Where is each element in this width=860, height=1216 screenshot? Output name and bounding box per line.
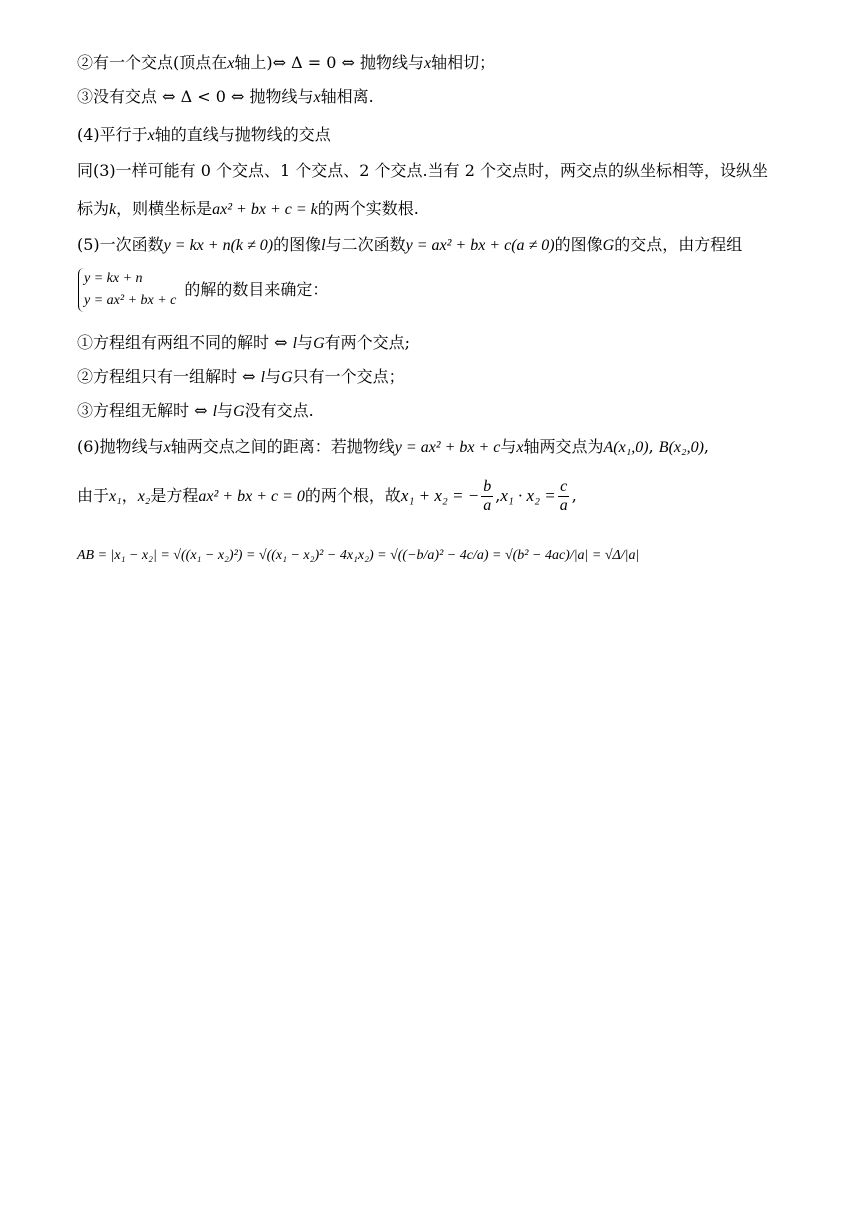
text: 轴的直线与抛物线的交点 — [154, 125, 331, 144]
text: 的交点，由方程组 — [614, 235, 743, 254]
distance-formula-text: AB = |x₁ − x₂| = √((x₁ − x₂)²) = √((x₁ − x₂)² − 4x₁x₂) = √((−b/a)² − 4c/a) = √(b² − 4ac)/|a| = √Δ/|a| — [77, 548, 640, 563]
text: 轴相离. — [320, 87, 374, 106]
equation-system-line — [78, 268, 328, 312]
var-x1: x₁ — [109, 488, 122, 505]
var-l: l — [212, 403, 218, 420]
point-A: A(x₁,0) — [603, 439, 649, 456]
var-x: x — [313, 89, 321, 106]
var-G: G — [233, 403, 245, 420]
text: ③方程组无解时 ⇔ — [77, 401, 208, 420]
text: 没有交点. — [244, 401, 314, 420]
text: ②有一个交点(顶点在 — [77, 53, 228, 72]
text: 只有一个交点； — [292, 367, 405, 386]
section-4-para-2 — [77, 198, 419, 221]
text: 轴相切； — [431, 53, 496, 72]
equation-quadratic: y = ax² + bx + c(a ≠ 0) — [405, 237, 555, 254]
text: (6)抛物线与 — [77, 437, 164, 456]
var-l: l — [292, 335, 298, 352]
equation-quadratic-zero: ax² + bx + c = 0 — [198, 488, 305, 505]
var-x: x — [163, 439, 171, 456]
var-k: k — [109, 201, 117, 218]
text: (4)平行于 — [77, 125, 148, 144]
section-5-case-1 — [77, 332, 410, 355]
var-G: G — [602, 237, 615, 254]
text: 轴两交点之间的距离：若抛物线 — [170, 437, 395, 456]
text: 的两个实数根. — [317, 199, 419, 218]
var-G: G — [313, 335, 325, 352]
text: 轴上)⇔ Δ = 0 ⇔ 抛物线与 — [234, 53, 424, 72]
fraction-c-over-a: $\frac{c}{a}$ — [559, 478, 568, 514]
equation-parabola: y = ax² + bx + c — [394, 439, 501, 456]
text: 的图像 — [554, 235, 603, 254]
text: 由于 — [77, 486, 110, 505]
section-5-case-3 — [77, 400, 314, 423]
equation: ax² + bx + c = k — [212, 201, 318, 218]
var-x: x — [147, 127, 155, 144]
var-x: x — [227, 55, 235, 72]
text: 的解的数目来确定： — [184, 280, 329, 299]
text: 有两个交点; — [324, 333, 411, 352]
section-5-case-2 — [77, 366, 405, 389]
section-4-para-1 — [77, 160, 768, 182]
point-B: B(x₂,0) — [658, 439, 704, 456]
text: ②方程组只有一组解时 ⇔ — [77, 367, 256, 386]
section-4-title — [77, 124, 331, 147]
vieta-sum: x₁ + x₂ = − — [400, 486, 480, 505]
text: 的两个根，故 — [304, 486, 401, 505]
section-5-intro — [77, 234, 742, 257]
section-6-intro: (6)抛物线与x轴两交点之间的距离：若抛物线y = ax² + bx + c与x轴两交点为A(x₁,0), B(x₂,0), — [77, 437, 709, 456]
vieta-product: x₁ · x₂ = — [500, 486, 556, 505]
text: ①方程组有两组不同的解时 ⇔ — [77, 333, 288, 352]
section-6-vieta-line: 由于x₁，x₂是方程ax² + bx + c = 0的两个根，故x₁ + x₂ = − $\frac{b}{a}$ ,x₁ · x₂ = $\frac{c}{a}$ , — [77, 478, 577, 514]
var-l: l — [321, 237, 326, 254]
text: 与 — [297, 333, 314, 352]
var-l: l — [260, 369, 266, 386]
fraction-b-over-a: $\frac{b}{a}$ — [483, 478, 492, 514]
text: ，则横坐标是 — [116, 199, 213, 218]
var-x2: x₂ — [137, 488, 151, 505]
text: 同(3)一样可能有 0 个交点、1 个交点、2 个交点.当有 2 个交点时，两交点的纵坐标相等，设纵坐 — [77, 161, 768, 180]
text: 标为 — [77, 199, 110, 218]
item-3-line — [77, 86, 374, 109]
system-eq-1: y = kx + n — [84, 271, 143, 286]
text: ③没有交点 ⇔ Δ < 0 ⇔ 抛物线与 — [77, 87, 314, 106]
text: 与 — [217, 401, 234, 420]
text: 的图像 — [273, 235, 322, 254]
text: 与 — [500, 437, 517, 456]
text: 与 — [265, 367, 282, 386]
text: 轴两交点为 — [523, 437, 604, 456]
distance-formula — [77, 544, 639, 567]
text: 与二次函数 — [325, 235, 406, 254]
system-eq-2: y = ax² + bx + c — [84, 293, 177, 308]
item-2-line — [77, 52, 495, 75]
var-x: x — [424, 55, 432, 72]
equation-linear: y = kx + n(k ≠ 0) — [163, 237, 274, 254]
equation-system — [78, 268, 176, 312]
var-G: G — [281, 369, 293, 386]
var-x: x — [516, 439, 524, 456]
text: (5)一次函数 — [77, 235, 164, 254]
text: 是方程 — [150, 486, 199, 505]
